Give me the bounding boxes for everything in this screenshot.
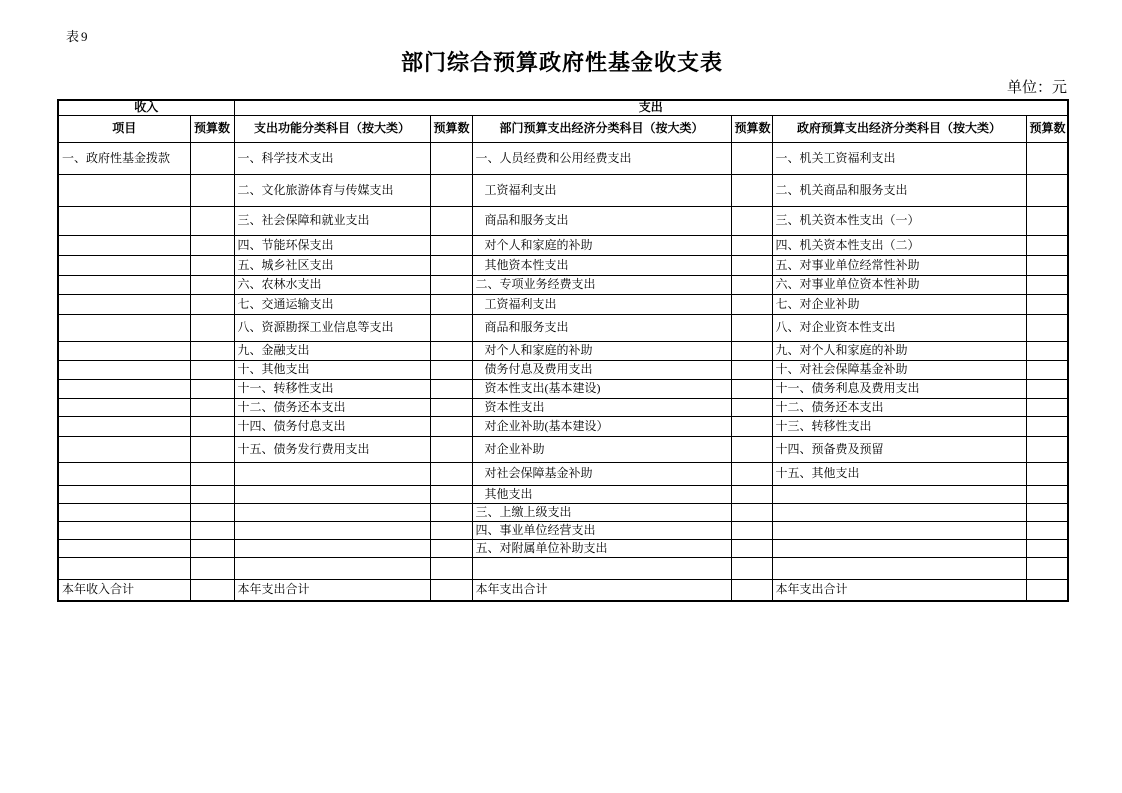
cell-income-item bbox=[58, 295, 190, 315]
table-row bbox=[58, 417, 1068, 437]
cell-income-budget bbox=[190, 276, 234, 295]
cell-func-class: 六、农林水支出 bbox=[234, 276, 430, 295]
cell-dept-econ-budget bbox=[731, 380, 772, 399]
cell-dept-econ-budget bbox=[731, 207, 772, 236]
cell-income-item bbox=[58, 315, 190, 342]
cell-income-item bbox=[58, 207, 190, 236]
cell-func-class bbox=[234, 463, 430, 486]
cell-income-budget bbox=[190, 504, 234, 522]
table-row bbox=[58, 276, 1068, 295]
cell-income-item bbox=[58, 342, 190, 361]
table-row bbox=[58, 342, 1068, 361]
cell-func-budget bbox=[430, 504, 472, 522]
cell-gov-econ-budget bbox=[1026, 399, 1068, 417]
cell-dept-econ-class: 资本性支出(基本建设) bbox=[472, 380, 731, 399]
cell-income-budget bbox=[190, 207, 234, 236]
cell-func-budget bbox=[430, 540, 472, 558]
cell-func-budget bbox=[430, 236, 472, 256]
cell-dept-econ-budget bbox=[731, 417, 772, 437]
cell-dept-econ-class: 二、专项业务经费支出 bbox=[472, 276, 731, 295]
cell-gov-econ-class bbox=[772, 558, 1026, 580]
cell-dept-econ-budget bbox=[731, 236, 772, 256]
cell-func-class: 九、金融支出 bbox=[234, 342, 430, 361]
cell-gov-econ-budget bbox=[1026, 143, 1068, 175]
cell-dept-econ-budget bbox=[731, 175, 772, 207]
col-header-income-item: 项目 bbox=[58, 116, 190, 143]
col-header-income-budget: 预算数 bbox=[190, 116, 234, 143]
table-row bbox=[58, 437, 1068, 463]
cell-income-item bbox=[58, 417, 190, 437]
col-header-dept-econ-class: 部门预算支出经济分类科目（按大类） bbox=[472, 116, 731, 143]
cell-dept-econ-class bbox=[472, 558, 731, 580]
cell-dept-econ-class: 对个人和家庭的补助 bbox=[472, 236, 731, 256]
table-body bbox=[58, 143, 1068, 601]
cell-gov-econ-class: 九、对个人和家庭的补助 bbox=[772, 342, 1026, 361]
cell-dept-econ-budget bbox=[731, 361, 772, 380]
cell-income-budget bbox=[190, 463, 234, 486]
cell-income-budget bbox=[190, 236, 234, 256]
cell-dept-econ-budget bbox=[731, 143, 772, 175]
cell-dept-econ-budget bbox=[731, 295, 772, 315]
cell-dept-econ-class: 三、上缴上级支出 bbox=[472, 504, 731, 522]
cell-gov-econ-budget bbox=[1026, 207, 1068, 236]
cell-income-item bbox=[58, 380, 190, 399]
cell-func-class bbox=[234, 558, 430, 580]
cell-gov-econ-class: 本年支出合计 bbox=[772, 580, 1026, 601]
cell-income-item bbox=[58, 504, 190, 522]
cell-func-class: 一、科学技术支出 bbox=[234, 143, 430, 175]
cell-func-budget bbox=[430, 207, 472, 236]
cell-func-budget bbox=[430, 558, 472, 580]
cell-dept-econ-budget bbox=[731, 486, 772, 504]
cell-income-item bbox=[58, 399, 190, 417]
col-header-gov-econ-class: 政府预算支出经济分类科目（按大类） bbox=[772, 116, 1026, 143]
cell-gov-econ-class: 四、机关资本性支出（二） bbox=[772, 236, 1026, 256]
cell-gov-econ-class: 六、对事业单位资本性补助 bbox=[772, 276, 1026, 295]
cell-gov-econ-budget bbox=[1026, 540, 1068, 558]
table-row bbox=[58, 486, 1068, 504]
table-row bbox=[58, 295, 1068, 315]
table-row bbox=[58, 143, 1068, 175]
cell-func-class: 五、城乡社区支出 bbox=[234, 256, 430, 276]
col-header-gov-econ-budget: 预算数 bbox=[1026, 116, 1068, 143]
table-row bbox=[58, 522, 1068, 540]
group-header-row bbox=[58, 100, 1068, 116]
cell-func-budget bbox=[430, 143, 472, 175]
cell-func-budget bbox=[430, 380, 472, 399]
cell-income-item: 一、政府性基金拨款 bbox=[58, 143, 190, 175]
cell-income-budget bbox=[190, 295, 234, 315]
cell-dept-econ-budget bbox=[731, 437, 772, 463]
cell-dept-econ-budget bbox=[731, 342, 772, 361]
cell-dept-econ-budget bbox=[731, 522, 772, 540]
cell-gov-econ-budget bbox=[1026, 522, 1068, 540]
cell-income-item bbox=[58, 463, 190, 486]
table-row bbox=[58, 558, 1068, 580]
cell-income-item bbox=[58, 437, 190, 463]
table-row bbox=[58, 504, 1068, 522]
cell-gov-econ-budget bbox=[1026, 504, 1068, 522]
cell-dept-econ-class: 商品和服务支出 bbox=[472, 315, 731, 342]
table-row bbox=[58, 463, 1068, 486]
table-row bbox=[58, 580, 1068, 601]
cell-dept-econ-class: 对个人和家庭的补助 bbox=[472, 342, 731, 361]
cell-gov-econ-class bbox=[772, 504, 1026, 522]
cell-gov-econ-budget bbox=[1026, 463, 1068, 486]
cell-func-budget bbox=[430, 522, 472, 540]
cell-gov-econ-budget bbox=[1026, 361, 1068, 380]
cell-func-class: 十、其他支出 bbox=[234, 361, 430, 380]
cell-dept-econ-class: 工资福利支出 bbox=[472, 295, 731, 315]
cell-income-budget bbox=[190, 342, 234, 361]
cell-gov-econ-class: 一、机关工资福利支出 bbox=[772, 143, 1026, 175]
cell-gov-econ-class bbox=[772, 540, 1026, 558]
cell-gov-econ-class: 二、机关商品和服务支出 bbox=[772, 175, 1026, 207]
cell-income-item bbox=[58, 486, 190, 504]
cell-income-budget bbox=[190, 558, 234, 580]
cell-dept-econ-class: 对企业补助(基本建设） bbox=[472, 417, 731, 437]
cell-func-class: 二、文化旅游体育与传媒支出 bbox=[234, 175, 430, 207]
cell-dept-econ-budget bbox=[731, 580, 772, 601]
group-header-expenditure: 支出 bbox=[234, 100, 1068, 116]
cell-func-budget bbox=[430, 256, 472, 276]
cell-income-item bbox=[58, 522, 190, 540]
cell-gov-econ-budget bbox=[1026, 236, 1068, 256]
cell-func-budget bbox=[430, 175, 472, 207]
table-row bbox=[58, 380, 1068, 399]
table-row bbox=[58, 315, 1068, 342]
table-row bbox=[58, 540, 1068, 558]
cell-func-class: 七、交通运输支出 bbox=[234, 295, 430, 315]
cell-income-item bbox=[58, 256, 190, 276]
cell-gov-econ-class: 十二、债务还本支出 bbox=[772, 399, 1026, 417]
cell-func-class: 十五、债务发行费用支出 bbox=[234, 437, 430, 463]
cell-gov-econ-class: 十三、转移性支出 bbox=[772, 417, 1026, 437]
cell-func-budget bbox=[430, 580, 472, 601]
table-row bbox=[58, 256, 1068, 276]
cell-dept-econ-budget bbox=[731, 399, 772, 417]
table-row bbox=[58, 207, 1068, 236]
cell-func-budget bbox=[430, 295, 472, 315]
cell-func-class: 四、节能环保支出 bbox=[234, 236, 430, 256]
page-title: 部门综合预算政府性基金收支表 bbox=[400, 50, 723, 75]
cell-gov-econ-class: 十四、预备费及预留 bbox=[772, 437, 1026, 463]
table-row bbox=[58, 175, 1068, 207]
table-row bbox=[58, 399, 1068, 417]
cell-income-budget bbox=[190, 256, 234, 276]
cell-func-budget bbox=[430, 437, 472, 463]
cell-gov-econ-class: 七、对企业补助 bbox=[772, 295, 1026, 315]
cell-func-class: 八、资源勘探工业信息等支出 bbox=[234, 315, 430, 342]
budget-table bbox=[57, 99, 1069, 602]
table-row bbox=[58, 236, 1068, 256]
cell-func-budget bbox=[430, 463, 472, 486]
cell-gov-econ-class bbox=[772, 522, 1026, 540]
cell-func-class bbox=[234, 540, 430, 558]
cell-func-class bbox=[234, 504, 430, 522]
cell-dept-econ-class: 商品和服务支出 bbox=[472, 207, 731, 236]
cell-dept-econ-class: 资本性支出 bbox=[472, 399, 731, 417]
cell-gov-econ-budget bbox=[1026, 437, 1068, 463]
cell-func-budget bbox=[430, 417, 472, 437]
table-row bbox=[58, 361, 1068, 380]
cell-gov-econ-budget bbox=[1026, 580, 1068, 601]
cell-income-budget bbox=[190, 522, 234, 540]
cell-income-budget bbox=[190, 361, 234, 380]
cell-income-budget bbox=[190, 486, 234, 504]
cell-dept-econ-class: 债务付息及费用支出 bbox=[472, 361, 731, 380]
cell-gov-econ-budget bbox=[1026, 558, 1068, 580]
cell-gov-econ-class: 五、对事业单位经常性补助 bbox=[772, 256, 1026, 276]
table-header bbox=[58, 100, 1068, 143]
cell-dept-econ-budget bbox=[731, 504, 772, 522]
cell-income-item: 本年收入合计 bbox=[58, 580, 190, 601]
cell-income-item bbox=[58, 361, 190, 380]
cell-dept-econ-budget bbox=[731, 558, 772, 580]
cell-dept-econ-budget bbox=[731, 540, 772, 558]
cell-gov-econ-class: 八、对企业资本性支出 bbox=[772, 315, 1026, 342]
cell-func-budget bbox=[430, 486, 472, 504]
cell-dept-econ-budget bbox=[731, 315, 772, 342]
sheet-label: 表9 bbox=[66, 29, 90, 44]
cell-func-class: 十一、转移性支出 bbox=[234, 380, 430, 399]
cell-income-budget bbox=[190, 417, 234, 437]
cell-gov-econ-class: 三、机关资本性支出（一） bbox=[772, 207, 1026, 236]
col-header-func-class: 支出功能分类科目（按大类） bbox=[234, 116, 430, 143]
cell-dept-econ-class: 其他支出 bbox=[472, 486, 731, 504]
cell-gov-econ-budget bbox=[1026, 276, 1068, 295]
cell-income-item bbox=[58, 175, 190, 207]
cell-gov-econ-class: 十、对社会保障基金补助 bbox=[772, 361, 1026, 380]
cell-gov-econ-budget bbox=[1026, 295, 1068, 315]
group-header-income: 收入 bbox=[58, 100, 234, 116]
cell-income-item bbox=[58, 558, 190, 580]
cell-func-budget bbox=[430, 342, 472, 361]
cell-income-item bbox=[58, 276, 190, 295]
cell-dept-econ-class: 其他资本性支出 bbox=[472, 256, 731, 276]
cell-dept-econ-class: 对企业补助 bbox=[472, 437, 731, 463]
cell-gov-econ-budget bbox=[1026, 342, 1068, 361]
col-header-func-budget: 预算数 bbox=[430, 116, 472, 143]
cell-dept-econ-class: 本年支出合计 bbox=[472, 580, 731, 601]
cell-income-item bbox=[58, 540, 190, 558]
col-header-dept-econ-budget: 预算数 bbox=[731, 116, 772, 143]
cell-dept-econ-budget bbox=[731, 256, 772, 276]
cell-income-budget bbox=[190, 437, 234, 463]
cell-func-class: 三、社会保障和就业支出 bbox=[234, 207, 430, 236]
cell-func-class bbox=[234, 486, 430, 504]
cell-dept-econ-class: 工资福利支出 bbox=[472, 175, 731, 207]
cell-income-budget bbox=[190, 380, 234, 399]
unit-label: 单位：元 bbox=[1006, 80, 1067, 96]
cell-dept-econ-class: 四、事业单位经营支出 bbox=[472, 522, 731, 540]
cell-func-budget bbox=[430, 399, 472, 417]
cell-dept-econ-budget bbox=[731, 276, 772, 295]
cell-func-class: 十四、债务付息支出 bbox=[234, 417, 430, 437]
cell-dept-econ-class: 一、人员经费和公用经费支出 bbox=[472, 143, 731, 175]
cell-income-item bbox=[58, 236, 190, 256]
cell-income-budget bbox=[190, 580, 234, 601]
column-header-row bbox=[58, 116, 1068, 143]
cell-gov-econ-class: 十一、债务利息及费用支出 bbox=[772, 380, 1026, 399]
cell-gov-econ-class: 十五、其他支出 bbox=[772, 463, 1026, 486]
cell-income-budget bbox=[190, 315, 234, 342]
cell-func-budget bbox=[430, 361, 472, 380]
cell-gov-econ-budget bbox=[1026, 380, 1068, 399]
cell-func-class bbox=[234, 522, 430, 540]
cell-gov-econ-budget bbox=[1026, 315, 1068, 342]
cell-income-budget bbox=[190, 540, 234, 558]
cell-income-budget bbox=[190, 143, 234, 175]
cell-gov-econ-budget bbox=[1026, 417, 1068, 437]
cell-gov-econ-class bbox=[772, 486, 1026, 504]
cell-gov-econ-budget bbox=[1026, 175, 1068, 207]
cell-func-class: 十二、债务还本支出 bbox=[234, 399, 430, 417]
cell-func-budget bbox=[430, 276, 472, 295]
cell-income-budget bbox=[190, 399, 234, 417]
cell-func-class: 本年支出合计 bbox=[234, 580, 430, 601]
cell-gov-econ-budget bbox=[1026, 486, 1068, 504]
cell-dept-econ-class: 五、对附属单位补助支出 bbox=[472, 540, 731, 558]
cell-income-budget bbox=[190, 175, 234, 207]
cell-gov-econ-budget bbox=[1026, 256, 1068, 276]
cell-func-budget bbox=[430, 315, 472, 342]
cell-dept-econ-budget bbox=[731, 463, 772, 486]
cell-dept-econ-class: 对社会保障基金补助 bbox=[472, 463, 731, 486]
